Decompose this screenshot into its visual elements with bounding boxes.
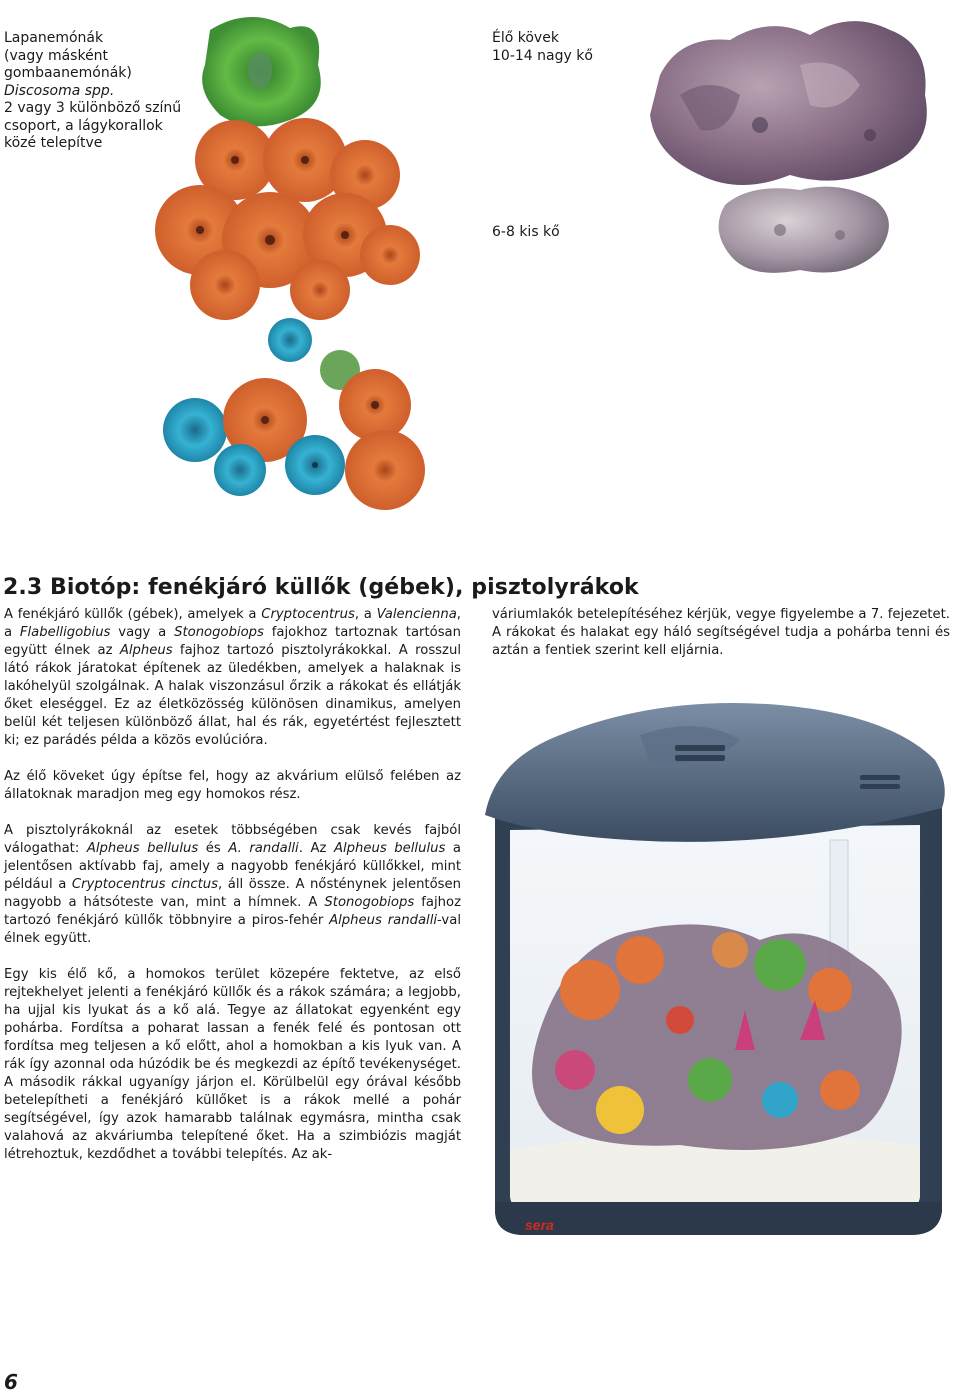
left-column: [4, 606, 461, 1164]
species-name: Valenciennа: [376, 607, 457, 622]
live-rocks-caption: [492, 30, 593, 65]
large-rocks: [650, 21, 927, 185]
anemone-photo: [140, 10, 440, 520]
text-run: fajhoz tartozó pisztolyrákokkal. A rosszul látó rákok járatokat építenek az üledékben, amelyek a halaknak is lakóhelyül szolgálnak. A halak viszonzásul őrzik a rákokat és ellátják őket eleséggel. Ez az életközösség különösen dinamikus, amelyen belül két teljesen különböző állat, hal és rák, egyetértést fejlesztett ki; ez parádés példa a közös evolúcióra.: [4, 643, 462, 748]
species-name: Alpheus bellulus: [333, 841, 446, 856]
text-run: , áll össze. A nősténynek jelentősen nagyobb a hátsóteste van, mint a hímnek. A: [4, 877, 462, 910]
right-column: [492, 606, 950, 660]
species-name: Stonogobiops: [324, 895, 415, 910]
species-name: Cryptocentrus cinctus: [71, 877, 219, 892]
live-rocks-caption-line1: Élő kövek: [492, 30, 559, 46]
paragraph-1: [4, 606, 461, 750]
green-anemone-group: [202, 17, 321, 126]
species-name: Alpheus: [119, 643, 173, 658]
paragraph-2: Az élő köveket úgy építse fel, hogy az akvárium elülső felében az állatoknak maradjon meg egy homokos rész.: [4, 769, 461, 802]
text-run: , a: [354, 607, 377, 622]
small-rocks-caption-text: 6-8 kis kő: [492, 224, 560, 240]
anemone-caption-line: Discosoma spp.: [4, 82, 115, 99]
paragraph-3: [4, 822, 461, 948]
text-run: fajokhoz tartoznak tartósan együtt élnek az: [4, 625, 462, 658]
aquarium-logo: sera: [525, 1217, 554, 1233]
mixed-anemone-group: [163, 318, 425, 510]
text-run: A pisztolyrákoknál az esetek többségében csak kevés fajból válogathat:: [4, 823, 461, 856]
live-rocks-caption-line2: 10-14 nagy kő: [492, 47, 593, 64]
anemone-caption-line: (vagy másként: [4, 47, 109, 64]
aquarium-lid: [485, 703, 945, 842]
paragraph-4: Egy kis élő kő, a homokos terület közepére fektetve, az első rejtekhelyet jelenti a fenékjáró küllők és a rákok számára; a legjobb, ha ujjal kis lyukat ás a kő alá. Tegye az állatokat egyenként egy pohárba. Fordítsa a poharat lassan a fenék felé és pontosan ott fordítsa meg teljesen a kő előtt, ahol a homokban a kis lyuk van. A rák így azonnal oda húzódik be és megkezdi az építő tevékenységet. A második rákkal ugyanígy járjon el. Körülbelül egy órával később betelepítheti a fenékjáró küllőket is a rákok mellé a pohár segítségével, így azok hamarabb találnak egymásra, mintha csak valahová az akváriumba telepítené őket. Ha a szimbiózis magját létrehoztuk, kezdődhet a további telepítés. Az ak-: [4, 967, 461, 1162]
anemone-caption-line: közé telepítve: [4, 135, 103, 151]
species-name: Alpheus bellulus: [86, 841, 199, 856]
text-run: a jelentősen aktívabb faj, amely a nagyobb fenékjáró küllőkkel, mint például a: [4, 841, 461, 892]
text-run: A fenékjáró küllők (gébek), amelyek a: [4, 607, 262, 622]
anemone-caption-line: gombaanemónák): [4, 65, 132, 81]
text-run: , a: [4, 607, 461, 640]
species-name: Flabelligobius: [19, 625, 111, 640]
aquarium-photo: [480, 690, 950, 1250]
small-rocks-caption: [492, 224, 560, 242]
text-run: -val élnek együtt.: [4, 913, 461, 946]
species-name: Stonogobiops: [174, 625, 264, 640]
section-heading: 2.3 Biotóp: fenékjáró küllők (gébek), pisztolyrákok: [3, 575, 639, 600]
page-number: 6: [4, 1370, 18, 1394]
live-rocks-photo: [640, 5, 940, 285]
text-run: vagy a: [110, 625, 175, 640]
aquarium-reef: [532, 924, 902, 1150]
species-name: Cryptocentrus: [261, 607, 355, 622]
right-paragraph-1: váriumlakók betelepítéséhez kérjük, vegye figyelembe a 7. fejezetet. A rákokat és halakat egy háló segítségével tudja a pohárba tenni és aztán a fentiek szerint kell eljárnia.: [492, 607, 950, 658]
small-rocks: [719, 187, 889, 273]
orange-anemone-group: [155, 118, 420, 320]
text-run: és: [198, 841, 229, 856]
text-run: . Az: [298, 841, 334, 856]
species-name: A. randalli: [228, 841, 299, 856]
text-run: fajhoz tartozó fenékjáró küllők többnyire a piros-fehér: [4, 895, 461, 928]
anemone-caption-line: csoport, a lágykorallok: [4, 117, 163, 134]
anemone-caption-line: Lapanemónák: [4, 30, 104, 46]
species-name: Alpheus randalli: [329, 913, 438, 928]
anemone-caption-line: 2 vagy 3 különböző színű: [4, 100, 182, 116]
